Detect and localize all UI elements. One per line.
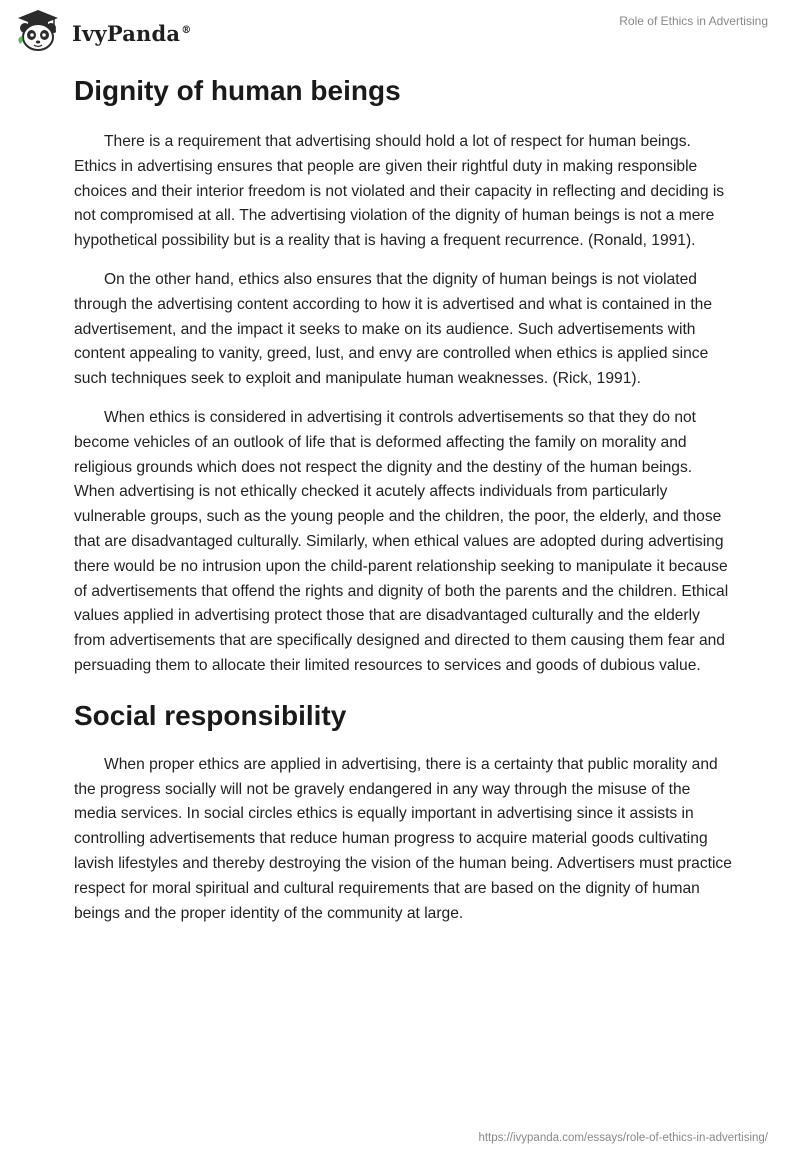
panda-graduate-icon bbox=[14, 8, 62, 52]
source-url[interactable]: https://ivypanda.com/essays/role-of-ethics-in-advertising/ bbox=[478, 1132, 768, 1144]
page-header bbox=[0, 0, 800, 60]
section-heading: Social responsibility bbox=[74, 699, 347, 731]
paragraph: On the other hand, ethics also ensures that the dignity of human beings is not violated through the advertising content according to how it is advertised and what is contained in the advertisement, and the impact it seeks to make on its audience. Such advertisements with content appealing to vanity, greed, lust, and envy are controlled when ethics is applied since such techniques seek to exploit and manipulate human weaknesses. (Rick, 1991). bbox=[74, 270, 713, 388]
brand-logo[interactable] bbox=[14, 8, 191, 52]
essay-content bbox=[74, 66, 734, 940]
paragraph: When proper ethics are applied in advertising, there is a certainty that public morality and the progress socially will not be gravely endangered in any way through the misuse of the media services. In social circles ethics is equally important in advertising since it assists in controlling advertisements that reduce human progress to acquire material goods cultivating lavish lifestyles and thereby destroying the vision of the human being. Advertisers must practice respect for moral spiritual and cultural requirements that are based on the dignity of human beings and the proper identity of the community at large. bbox=[74, 755, 732, 922]
section-heading: Dignity of human beings bbox=[74, 75, 401, 106]
brand-name: IvyPanda® bbox=[72, 20, 192, 46]
running-title: Role of Ethics in Advertising bbox=[619, 14, 768, 28]
paragraph: When ethics is considered in advertising it controls advertisements so that they do not become vehicles of an outlook of life that is deformed affecting the family on morality and religious grounds which does not respect the dignity and the destiny of the human beings. When advertising is not ethically checked it acutely affects individuals from particularly vulnerable groups, such as the young people and the children, the poor, the elderly, and those that are disadvantaged culturally. Similarly, when ethical values are adopted during advertising there would be no intrusion upon the child-parent relationship seeking to manipulate it because of advertisements that offend the rights and dignity of both the parents and the children. Ethical values applied in advertising protect those that are disadvantaged culturally and the elderly from advertisements that are specifically designed and directed to them causing them fear and persuading them to allocate their limited resources to services and goods of dubious value. bbox=[74, 408, 729, 674]
paragraph: There is a requirement that advertising should hold a lot of respect for human beings. Ethics in advertising ensures that people are given their rightful duty in making responsible choices and their interior freedom is not violated and their capacity in reflecting and deciding is not compromised at all. The advertising violation of the dignity of human beings is not a mere hypothetical possibility but is a reality that is having a frequent recurrence. (Ronald, 1991). bbox=[74, 133, 725, 250]
